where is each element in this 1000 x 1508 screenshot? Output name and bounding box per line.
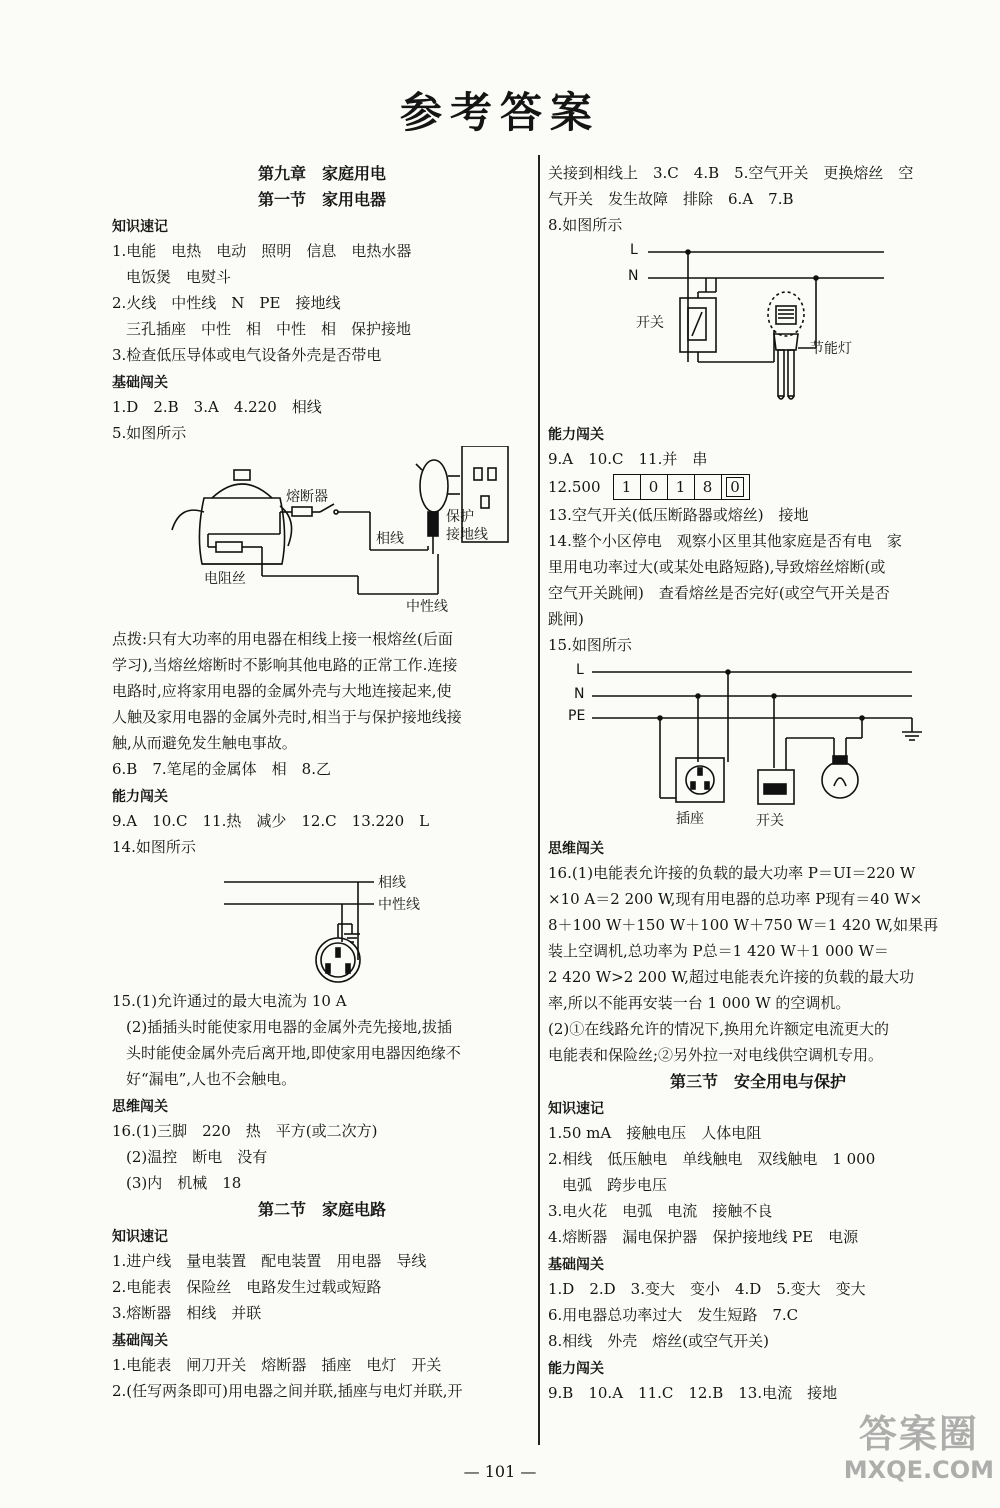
answer-line: 头时能使金属外壳后离开地,即使家用电器因绝缘不 [126,1044,461,1062]
answer-line: 里用电功率过大(或某处电路短路),导致熔丝熔断(或 [548,558,886,576]
label-switch-15: 开关 [756,813,784,829]
answer-line: ×10 A＝2 200 W,现有用电器的总功率 P现有＝40 W× [548,890,923,908]
tip-line: 触,从而避免发生触电事故。 [112,734,297,752]
answer-line: 1.D 2.B 3.A 4.220 相线 [112,398,322,416]
label-pe-a: 保护 [446,509,474,525]
label-L-15: L [576,662,584,678]
section-1-title: 第一节 家用电器 [257,190,386,209]
label-lamp-8: 节能灯 [810,341,852,357]
section-3-title: 第三节 安全用电与保护 [669,1072,846,1091]
label-resistor: 电阻丝 [204,571,246,587]
label-switch-8: 开关 [636,315,664,331]
answer-line: 2.(任写两条即可)用电器之间并联,插座与电灯并联,开 [112,1382,463,1400]
answer-line: 15.(1)允许通过的最大电流为 10 A [112,992,347,1010]
home-circuit-diagram [548,658,968,834]
answer-line: 13.空气开关(低压断路器或熔丝) 接地 [548,506,809,524]
answer-line: 1.电能表 闸刀开关 熔断器 插座 电灯 开关 [112,1356,442,1374]
answer-line: 15.如图所示 [548,636,632,654]
label-socket-15: 插座 [676,811,704,827]
answer-line: (2)①在线路允许的情况下,换用允许额定电流更大的 [548,1020,890,1038]
meter-digit: 1 [668,475,695,499]
socket-wiring-diagram [112,860,532,988]
tip-line: 学习),当熔丝熔断时不影响其他电路的正常工作.连接 [112,656,458,674]
subheading-zhishi: 知识速记 [112,219,168,235]
label-L-8: L [630,242,638,258]
answer-line: 8＋100 W＋150 W＋100 W＋750 W＝1 420 W,如果再 [548,916,939,934]
chapter-title: 第九章 家庭用电 [257,164,386,183]
answer-line: 2 420 W>2 200 W,超过电能表允许接的负载的最大功 [548,968,914,986]
tip-line: 点拨:只有大功率的用电器在相线上接一根熔丝(后面 [112,630,453,648]
label-fuse: 熔断器 [286,489,328,505]
watermark-logo [844,1412,994,1484]
label-pe-b: 接地线 [446,527,488,543]
subheading-nengli: 能力闯关 [548,427,604,443]
page-title: 参考答案 [399,88,600,137]
subheading-jichu: 基础闯关 [112,375,168,391]
answer-line: 8.相线 外壳 熔丝(或空气开关) [548,1332,770,1350]
answer-line: 2.火线 中性线 N PE 接地线 [112,294,341,312]
subheading-siwei: 思维闯关 [548,841,604,857]
label-N-15: N [574,686,585,702]
label-live-14: 相线 [378,875,406,891]
answer-line: 气开关 发生故障 排除 6.A 7.B [548,190,794,208]
label-neutral-14: 中性线 [378,897,420,913]
answer-line: 6.用电器总功率过大 发生短路 7.C [548,1306,799,1324]
column-divider [538,155,540,1445]
answer-line: 2.相线 低压触电 单线触电 双线触电 1 000 [548,1150,876,1168]
answer-line: 9.A 10.C 11.并 串 [548,450,708,468]
meter-digit-decimal: 0 [722,475,749,499]
answer-line: 6.B 7.笔尾的金属体 相 8.乙 [112,760,331,778]
answer-line: 3.熔断器 相线 并联 [112,1304,262,1322]
left-column [112,160,532,1404]
watermark-text: 答案圈 [858,1412,979,1456]
subheading-zhishi-2: 知识速记 [112,1229,168,1245]
label-N-8: N [628,268,639,284]
answer-line: 8.如图所示 [548,216,623,234]
answer-line: 16.(1)三脚 220 热 平方(或二次方) [112,1122,378,1140]
answer-line: (2)温控 断电 没有 [126,1148,268,1166]
answer-line: 电能表和保险丝;②另外拉一对电线供空调机专用。 [548,1046,884,1064]
answer-line: 9.A 10.C 11.热 减少 12.C 13.220 L [112,812,430,830]
answer-line: 率,所以不能再安装一台 1 000 W 的空调机。 [548,994,851,1012]
answer-line: (2)插插头时能使家用电器的金属外壳先接地,拔插 [126,1018,453,1036]
answer-line: 12.500 [548,478,601,496]
subheading-jichu: 基础闯关 [548,1257,604,1273]
answer-line: 2.电能表 保险丝 电路发生过载或短路 [112,1278,382,1296]
answer-line: 装上空调机,总功率为 P总＝1 420 W＋1 000 W＝ [548,942,889,960]
meter-reading-row [548,472,968,502]
meter-digit: 8 [695,475,722,499]
answer-line: 14.整个小区停电 观察小区里其他家庭是否有电 家 [548,532,902,550]
answer-line: 16.(1)电能表允许接的负载的最大功率 P＝UI＝220 W [548,864,916,882]
lamp-switch-diagram [548,238,968,420]
answer-line: 1.进户线 量电装置 配电装置 用电器 导线 [112,1252,427,1270]
subheading-nengli-2: 能力闯关 [548,1361,604,1377]
page-number: — 101 — [463,1462,537,1481]
meter-digit: 1 [614,475,641,499]
answer-line: 跳闸) [548,610,584,628]
answer-line: 3.电火花 电弧 电流 接触不良 [548,1202,773,1220]
answer-line: 好“漏电”,人也不会触电。 [126,1070,297,1088]
answer-line: 1.电能 电热 电动 照明 信息 电热水器 [112,242,412,260]
answer-line: 4.熔断器 漏电保护器 保护接地线 PE 电源 [548,1228,859,1246]
label-neutral: 中性线 [406,599,448,615]
answer-line: 1.50 mA 接触电压 人体电阻 [548,1124,762,1142]
answer-line: 5.如图所示 [112,424,187,442]
answer-line: 电弧 跨步电压 [562,1176,668,1194]
answer-line: 3.检查低压导体或电气设备外壳是否带电 [112,346,382,364]
watermark-url: MXQE.COM [843,1456,994,1484]
label-live: 相线 [376,531,404,547]
answer-line: 关接到相线上 3.C 4.B 5.空气开关 更换熔丝 空 [548,164,914,182]
answer-line: 空气开关跳闸) 查看熔丝是否完好(或空气开关是否 [548,584,890,602]
tip-line: 电路时,应将家用电器的金属外壳与大地连接起来,使 [112,682,452,700]
answer-line: 三孔插座 中性 相 中性 相 保护接地 [126,320,412,338]
subheading-nengli: 能力闯关 [112,789,168,805]
subheading-jichu-2: 基础闯关 [112,1333,168,1349]
answer-line: 电饭煲 电熨斗 [126,268,232,286]
meter-digit: 0 [641,475,668,499]
tip-line: 人触及家用电器的金属外壳时,相当于与保护接地线接 [112,708,462,726]
kettle-circuit-diagram [112,446,532,626]
section-2-title: 第二节 家庭电路 [257,1200,386,1219]
right-column [548,160,968,1406]
answer-line: (3)内 机械 18 [126,1174,242,1192]
answer-line: 9.B 10.A 11.C 12.B 13.电流 接地 [548,1384,838,1402]
label-PE-15: PE [568,708,586,724]
meter-display [613,474,750,500]
subheading-siwei: 思维闯关 [112,1099,168,1115]
answer-line: 14.如图所示 [112,838,196,856]
answer-line: 1.D 2.D 3.变大 变小 4.D 5.变大 变大 [548,1280,866,1298]
subheading-zhishi: 知识速记 [548,1101,604,1117]
